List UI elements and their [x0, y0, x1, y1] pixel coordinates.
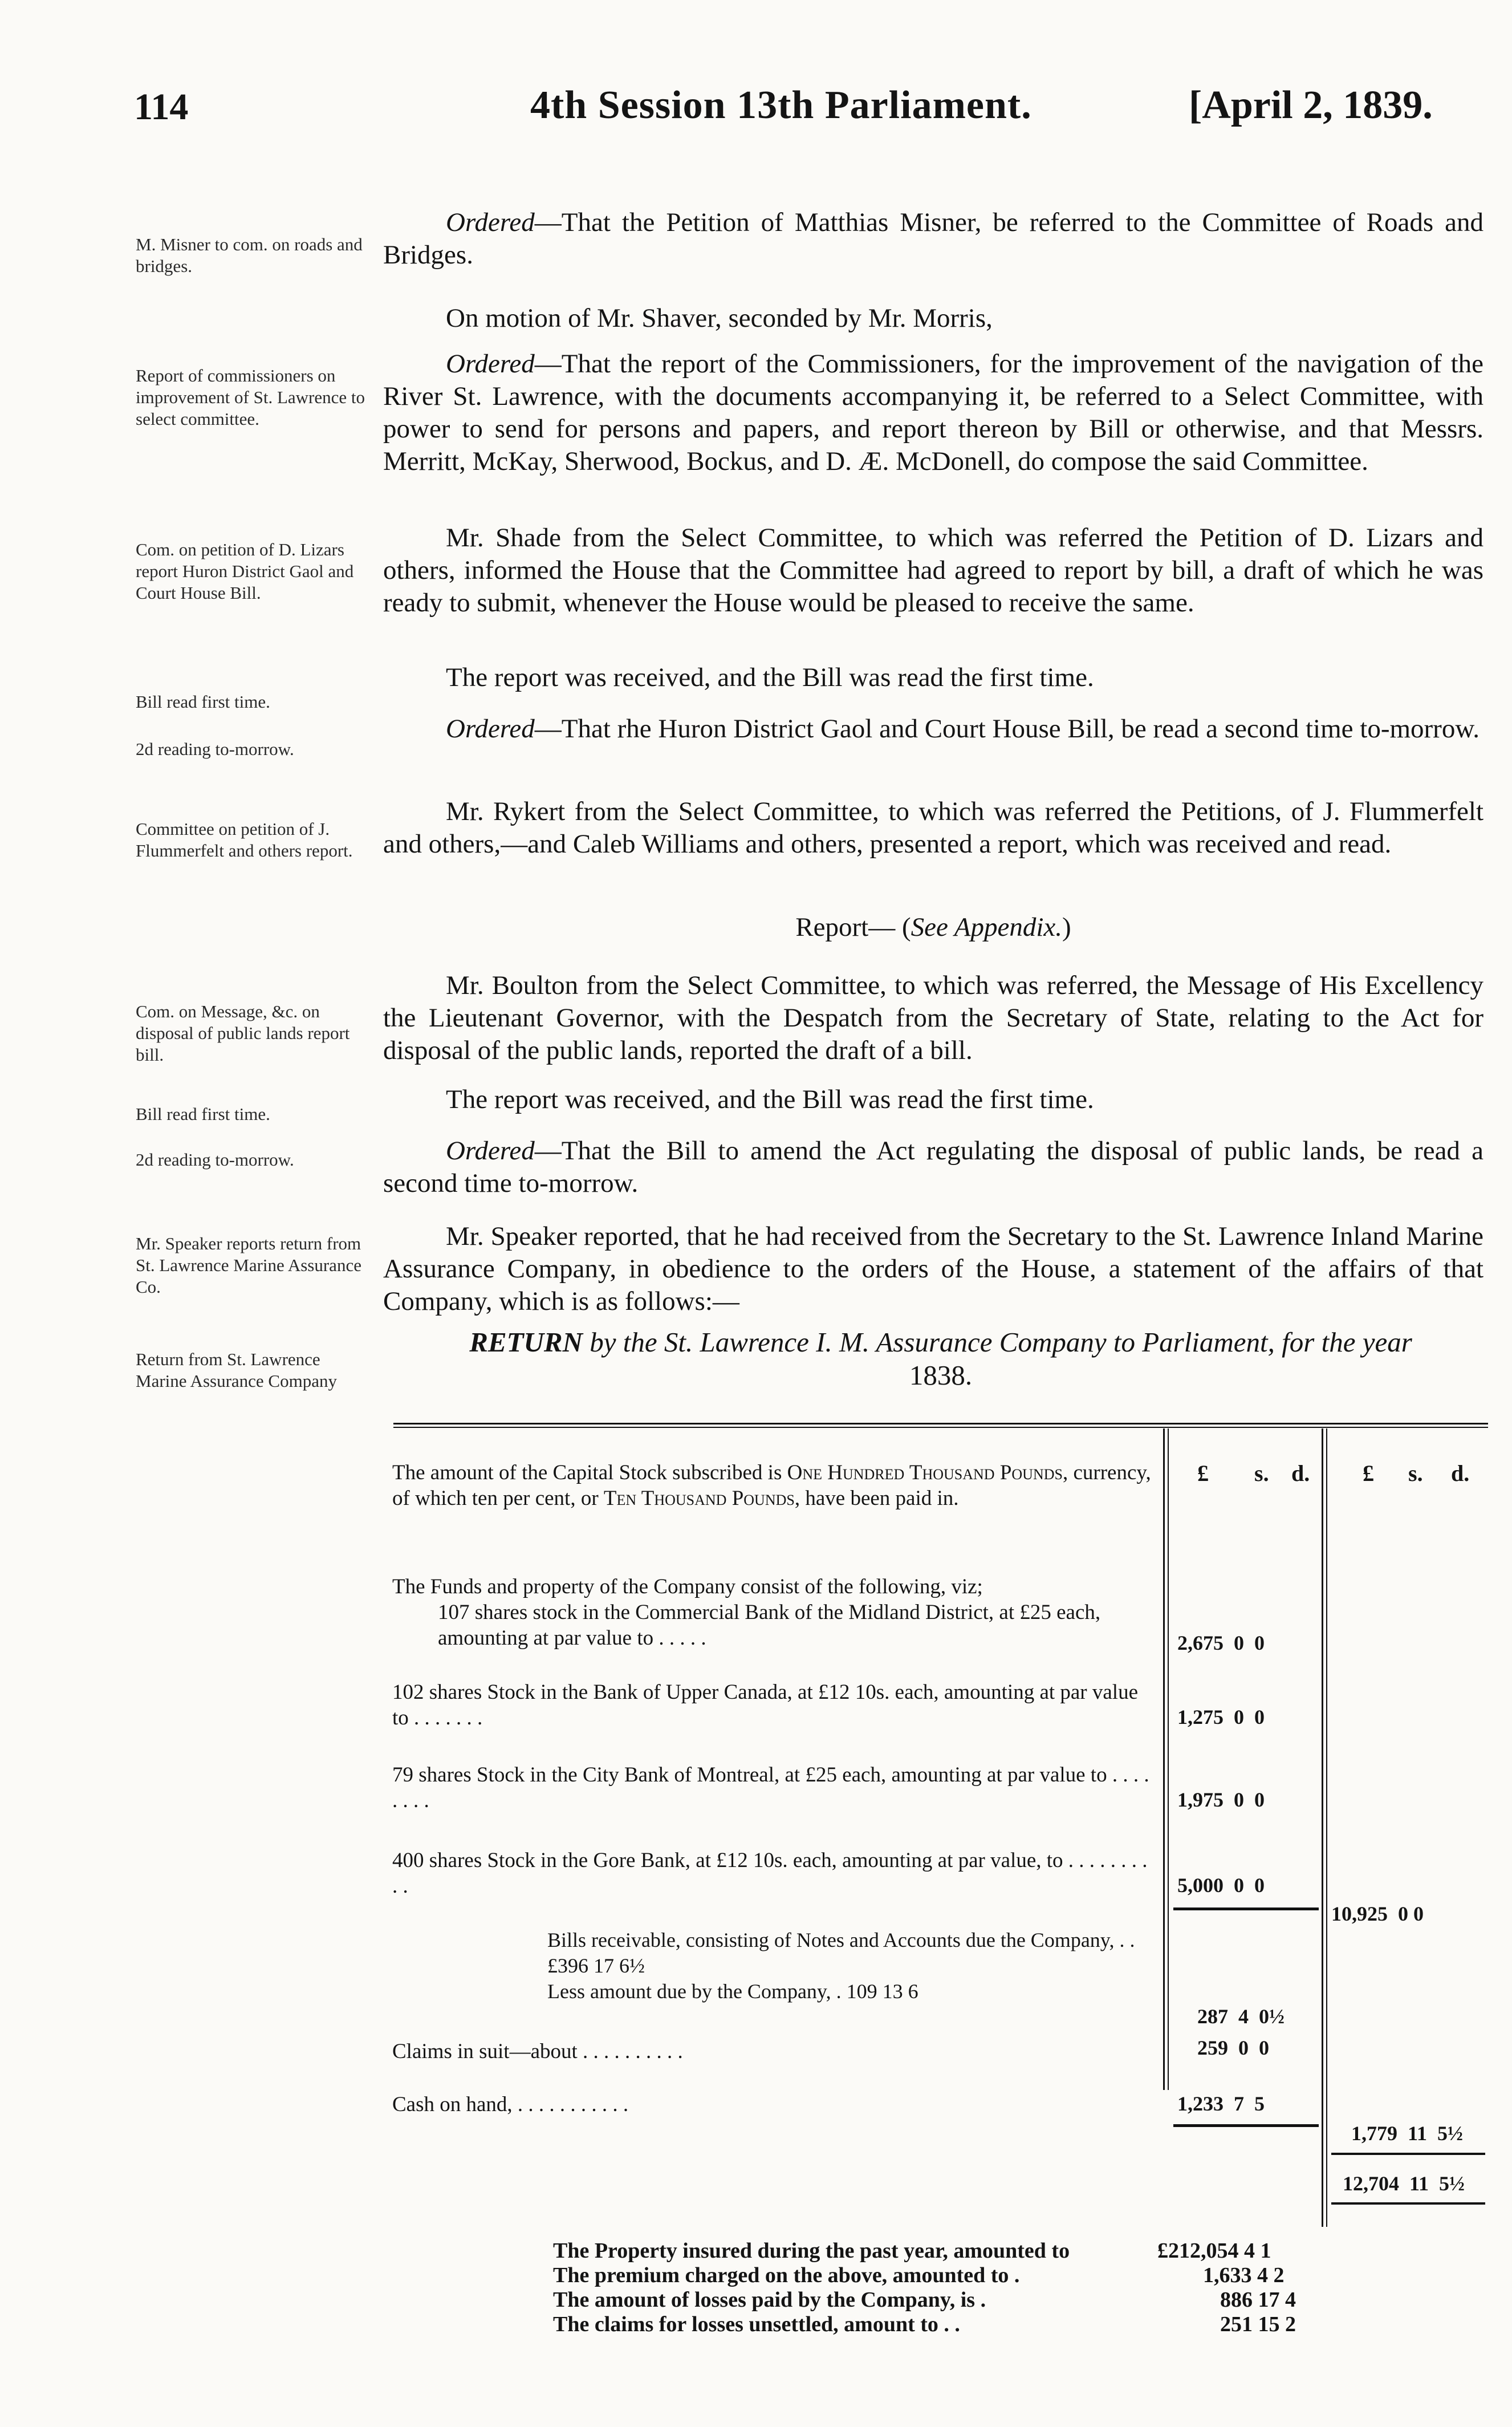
table-top-rule — [393, 1423, 1488, 1428]
table-text: Bills receivable, consisting of Notes and Accounts due the Company, . . £396 17 6½ — [547, 1929, 1135, 1977]
report-appendix-line — [383, 911, 1483, 944]
summary-value: £212,054 4 1 — [1157, 2239, 1271, 2263]
summary-label: The Property insured during the past year, amounted to — [553, 2239, 1070, 2263]
margin-note: 2d reading to-morrow. — [136, 739, 294, 759]
table-text: , have been paid in. — [794, 1487, 959, 1510]
table-text: 102 shares Stock in the Bank of Upper Canada, at £12 10s. each, amounting at par value to . . . . . . . — [392, 1681, 1139, 1730]
paragraph — [383, 969, 1483, 1067]
paragraph — [383, 522, 1483, 619]
capital-stock-text — [392, 1460, 1156, 1511]
table-text: The Funds and property of the Company consist of the following, viz; — [392, 1575, 983, 1598]
col-head-pence: d. — [1451, 1460, 1470, 1486]
table-row — [392, 1762, 1156, 1813]
table-text: One Hundred Thousand Pounds — [787, 1461, 1063, 1484]
table-row — [392, 2039, 1156, 2064]
paragraph-text: The report was received, and the Bill was read the first time. — [446, 1085, 1094, 1114]
margin-note: Bill read first time. — [136, 1104, 270, 1124]
margin-note: Return from St. Lawrence Marine Assurance Company — [136, 1349, 337, 1391]
paragraph-text: On motion of Mr. Shaver, seconded by Mr. Morris, — [446, 303, 993, 333]
ordered-lead: Ordered — [446, 349, 535, 379]
paragraph-text: —That rhe Huron District Gaol and Court House Bill, be read a second time to-morrow. — [534, 714, 1480, 744]
table-text: 400 shares Stock in the Gore Bank, at £12 10s. each, amounting at par value, to . . . . . . . . . . — [392, 1849, 1148, 1898]
amount-cell: 259 0 0 — [1197, 2036, 1269, 2059]
table-row — [392, 2092, 1156, 2117]
margin-note: M. Misner to com. on roads and bridges. — [136, 234, 363, 276]
total-rule — [1331, 2153, 1485, 2155]
paragraph-text: —That the Petition of Matthias Misner, be referred to the Committee of Roads and Bridges. — [383, 208, 1483, 270]
margin-note: Committee on petition of J. Flummerfelt and others report. — [136, 819, 353, 861]
subtotal-rule — [1173, 2124, 1319, 2127]
ordered-lead: Ordered — [446, 208, 535, 237]
paragraph-text: Mr. Boulton from the Select Committee, to which was referred, the Message of His Excellency the Lieutenant Governor, with the Despatch from the Secretary of State, relating to the Act for disposal of the public lands, reported the draft of a bill. — [383, 971, 1483, 1065]
col-head-shillings: s. — [1408, 1460, 1423, 1486]
table-text: 79 shares Stock in the City Bank of Montreal, at £25 each, amounting at par value to . . . . . . . . — [392, 1763, 1149, 1812]
col-head-pence: d. — [1291, 1460, 1310, 1486]
paragraph-text: ) — [1062, 912, 1071, 942]
paragraph-text: Mr. Speaker reported, that he had received from the Secretary to the St. Lawrence Inland Marine Assurance Company, in obedience to the orders of the House, a statement of the affairs of that Company, which is as follows:— — [383, 1221, 1483, 1316]
table-text: Cash on hand, . . . . . . . . . . . — [392, 2093, 629, 2116]
table-column-rule — [1168, 1428, 1169, 2090]
ordered-lead: Ordered — [446, 1136, 535, 1166]
amount-cell: 1,975 0 0 — [1177, 1788, 1265, 1811]
amount-cell: 2,675 0 0 — [1177, 1631, 1265, 1654]
paragraph — [383, 206, 1483, 271]
appendix-ref: See Appendix. — [911, 912, 1063, 942]
funds-text — [392, 1574, 1156, 1651]
paragraph — [383, 302, 1483, 335]
return-title — [393, 1326, 1488, 1392]
return-lead: RETURN — [469, 1326, 583, 1358]
paragraph — [383, 1135, 1483, 1200]
subtotal-cell: 1,779 11 5½ — [1351, 2122, 1464, 2145]
subtotal-cell: 10,925 0 0 — [1331, 1902, 1424, 1925]
running-title: 4th Session 13th Parliament. — [530, 83, 1032, 127]
page-number: 114 — [134, 86, 189, 128]
amount-cell: 5,000 0 0 — [1177, 1874, 1265, 1897]
paragraph — [383, 348, 1483, 478]
paragraph — [383, 661, 1483, 694]
paragraph — [383, 796, 1483, 861]
margin-note: Report of commissioners on improvement of St. Lawrence to select committee. — [136, 366, 365, 429]
return-year: 1838. — [909, 1359, 973, 1391]
paragraph-text: —That the Bill to amend the Act regulating the disposal of public lands, be read a second time to-morrow. — [383, 1136, 1483, 1198]
paragraph-text: Mr. Shade from the Select Committee, to which was referred the Petition of D. Lizars and others, informed the House that the Committee had agreed to report by bill, a draft of which he was ready to submit, whenever the House would be pleased to receive the same. — [383, 523, 1483, 618]
table-column-rule — [1326, 1428, 1327, 2227]
margin-note: 2d reading to-morrow. — [136, 1150, 294, 1170]
paragraph-text: Report— ( — [795, 912, 911, 942]
table-text: , currency, of which ten per cent, or — [392, 1461, 1151, 1510]
table-text: Less amount due by the Company, . 109 13 6 — [547, 1980, 918, 2003]
table-text: 107 shares stock in the Commercial Bank of the Midland District, at £25 each, amounting at par value to . . . . . — [438, 1601, 1101, 1650]
col-head-pounds: £ — [1197, 1460, 1209, 1486]
paragraph — [383, 1220, 1483, 1318]
col-head-pounds: £ — [1363, 1460, 1374, 1486]
total-rule — [1331, 2202, 1485, 2205]
paragraph-text: The report was received, and the Bill was read the first time. — [446, 663, 1094, 692]
summary-label: The claims for losses unsettled, amount to . . — [553, 2312, 960, 2336]
table-column-rule — [1322, 1428, 1323, 2227]
margin-note: Mr. Speaker reports return from St. Lawrence Marine Assurance Co. — [136, 1233, 361, 1297]
paragraph-text: —That the report of the Commissioners, for the improvement of the navigation of the River St. Lawrence, with the documents accompanying it, be referred to a Select Committee, with power to send for persons and papers, and report thereon by Bill or otherwise, and that Messrs. Merritt, McKay, Sherwood, Bockus, and D. Æ. McDonell, do compose the said Committee. — [383, 349, 1483, 476]
bills-row — [547, 1927, 1163, 2004]
paragraph — [383, 1083, 1483, 1116]
summary-value: 886 17 4 — [1220, 2288, 1296, 2312]
margin-note: Bill read first time. — [136, 692, 270, 712]
margin-note: Com. on Message, &c. on disposal of public lands report bill. — [136, 1001, 350, 1065]
summary-label: The premium charged on the above, amounted to . — [553, 2263, 1020, 2287]
subtotal-rule — [1173, 1907, 1319, 1910]
total-cell: 12,704 11 5½ — [1343, 2172, 1465, 2195]
paragraph-text: Mr. Rykert from the Select Committee, to which was referred the Petitions, of J. Flummerfelt and others,—and Caleb Williams and others, presented a report, which was received and read. — [383, 797, 1483, 859]
amount-cell: 287 4 0½ — [1197, 2005, 1285, 2028]
return-title-text: by the St. Lawrence I. M. Assurance Company to Parliament, for the year — [582, 1326, 1412, 1358]
ordered-lead: Ordered — [446, 714, 535, 744]
header-date: [April 2, 1839. — [1189, 83, 1433, 127]
amount-cell: 1,233 7 5 — [1177, 2092, 1265, 2115]
summary-value: 1,633 4 2 — [1203, 2263, 1285, 2287]
amount-cell: 1,275 0 0 — [1177, 1706, 1265, 1728]
table-row — [392, 1679, 1156, 1731]
table-text: Ten Thousand Pounds — [603, 1487, 795, 1510]
margin-note: Com. on petition of D. Lizars report Huron District Gaol and Court House Bill. — [136, 539, 354, 603]
summary-value: 251 15 2 — [1220, 2312, 1296, 2336]
table-row — [392, 1848, 1156, 1899]
table-column-rule — [1163, 1428, 1165, 2090]
paragraph — [383, 713, 1483, 745]
table-text: The amount of the Capital Stock subscribed is — [392, 1461, 787, 1484]
table-text: Claims in suit—about . . . . . . . . . . — [392, 2040, 683, 2063]
col-head-shillings: s. — [1254, 1460, 1269, 1486]
summary-label: The amount of losses paid by the Company, is . — [553, 2288, 986, 2312]
